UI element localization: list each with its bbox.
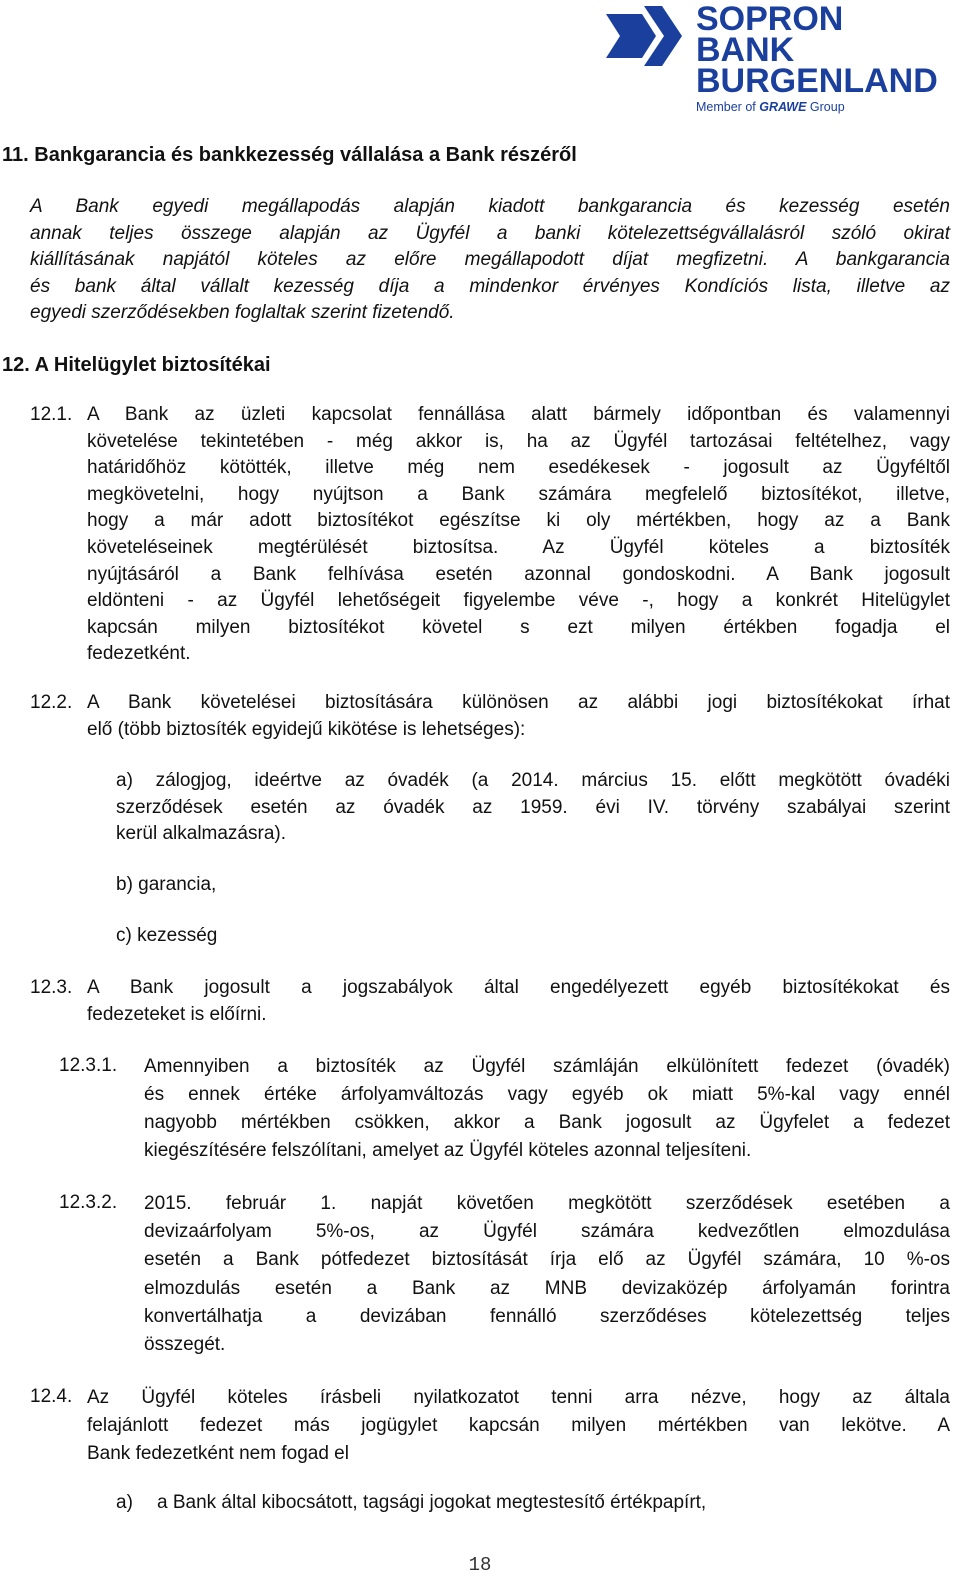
paragraph-12-4	[87, 1384, 950, 1468]
list-item-line: szerződések esetén az óvadék az 1959. évi IV. törvény szabályai szerint	[116, 796, 950, 818]
paragraph-line: összegét.	[144, 1334, 226, 1356]
paragraph-12-1	[87, 402, 950, 668]
paragraph-line: A Bank követelései biztosítására különösen az alábbi jogi biztosítékokat írhat	[87, 692, 950, 713]
section-11-heading: 11. Bankgarancia és bankkezesség vállalása a Bank részéről	[2, 144, 577, 166]
section-11-line: egyedi szerződésekben foglaltak szerint fizetendő.	[30, 302, 455, 324]
logo-line-3: BURGENLAND	[696, 62, 938, 100]
logo-tagline-prefix: Member of	[696, 100, 760, 114]
paragraph-line: Amennyiben a biztosíték az Ügyfél számláján elkülönített fedezet (óvadék)	[144, 1056, 950, 1077]
paragraph-12-3-1	[144, 1053, 950, 1165]
paragraph-line: és ennek értéke árfolyamváltozás vagy egyéb ok miatt 5%-kal vagy ennél	[144, 1084, 950, 1105]
paragraph-line: fedezetként.	[87, 643, 191, 665]
logo-line-1: SOPRON	[696, 0, 844, 38]
paragraph-line: Bank fedezetként nem fogad el	[87, 1443, 349, 1464]
list-item-c: c) kezesség	[116, 925, 218, 946]
bank-logo	[598, 2, 940, 116]
paragraph-number: 12.3.1.	[59, 1055, 118, 1076]
paragraph-line: Az Ügyfél köteles írásbeli nyilatkozatot tenni arra nézve, hogy az általa	[87, 1387, 950, 1408]
paragraph-line: eldönteni - az Ügyfél lehetőségeit figyelembe véve -, hogy a konkrét Hitelügylet	[87, 590, 950, 612]
list-item-a	[116, 768, 950, 848]
paragraph-line: A Bank az üzleti kapcsolat fennállása alatt bármely időpontban és valamennyi	[87, 404, 950, 425]
paragraph-line: devizaárfolyam 5%-os, az Ügyfél számára kedvezőtlen elmozdulása	[144, 1221, 950, 1243]
paragraph-line: követelése tekintetében - még akkor is, ha az Ügyfél tartozásai feltételhez, vagy	[87, 430, 950, 452]
paragraph-number: 12.3.2.	[59, 1192, 118, 1213]
paragraph-line: megkövetelni, hogy nyújtson a Bank számára megfelelő biztosítékot, illetve,	[87, 483, 950, 505]
paragraph-line: elmozdulás esetén a Bank az MNB devizaközép árfolyamán forintra	[144, 1277, 950, 1299]
section-11-line: és bank által vállalt kezesség díja a mindenkor érvényes Kondíciós lista, illetve az	[30, 275, 950, 297]
logo-line-2: BANK	[696, 31, 795, 69]
paragraph-line: esetén a Bank pótfedezet biztosítását írja elő az Ügyfél számára, 10 %-os	[144, 1249, 950, 1271]
paragraph-12-3-2	[144, 1190, 950, 1359]
paragraph-line: elő (több biztosíték egyidejű kikötése is lehetséges):	[87, 718, 526, 740]
list-item-label: a)	[116, 1492, 133, 1513]
paragraph-12-3	[87, 975, 950, 1028]
paragraph-line: nagyobb mértékben csökken, akkor a Bank jogosult az Ügyfelet a fedezet	[144, 1112, 950, 1133]
paragraph-number: 12.1.	[30, 404, 73, 425]
logo-tagline-suffix: Group	[806, 100, 845, 114]
logo-tagline	[696, 100, 845, 114]
paragraph-number: 12.3.	[30, 977, 73, 998]
logo-mark-icon	[598, 4, 690, 68]
paragraph-line: hogy a már adott biztosítékot egészítse ki oly mértékben, hogy az a Bank	[87, 510, 950, 532]
paragraph-line: fedezeteket is előírni.	[87, 1003, 267, 1025]
logo-tagline-brand: GRAWE	[759, 100, 807, 114]
list-item-line: a) zálogjog, ideértve az óvadék (a 2014. március 15. előtt megkötött óvadéki	[116, 770, 950, 791]
paragraph-line: 2015. február 1. napját követően megkötött szerződések esetében a	[144, 1193, 950, 1214]
paragraph-number: 12.2.	[30, 692, 73, 713]
paragraph-line: követeléseinek megtérülését biztosítsa. Az Ügyfél köteles a biztosíték	[87, 536, 950, 558]
paragraph-line: határidőhöz kötötték, illetve még nem esedékesek - jogosult az Ügyféltől	[87, 457, 950, 479]
paragraph-line: felajánlott fedezet más jogügylet kapcsán milyen mértékben van lekötve. A	[87, 1415, 950, 1436]
paragraph-line: kapcsán milyen biztosítékot követel s ezt milyen értékben fogadja el	[87, 616, 950, 638]
paragraph-line: nyújtásáról a Bank felhívása esetén azonnal gondoskodni. A Bank jogosult	[87, 563, 950, 585]
list-item-line: kerül alkalmazásra).	[116, 823, 286, 845]
section-11-body	[30, 194, 950, 327]
paragraph-line: konvertálhatja a devizában fennálló szerződéses kötelezettség teljes	[144, 1305, 950, 1327]
list-item-b: b) garancia,	[116, 874, 217, 895]
section-11-line: A Bank egyedi megállapodás alapján kiadott bankgarancia és kezesség esetén	[30, 196, 950, 217]
section-11-line: annak teljes összege alapján az Ügyfél a banki kötelezettségvállalásról szóló okirat	[30, 222, 950, 244]
paragraph-12-2	[87, 690, 950, 743]
section-12-heading: 12. A Hitelügylet biztosítékai	[2, 354, 271, 376]
list-item-a-text: a Bank által kibocsátott, tagsági jogokat megtestesítő értékpapírt,	[157, 1492, 707, 1513]
paragraph-number: 12.4.	[30, 1386, 73, 1407]
page-number: 18	[468, 1554, 492, 1576]
section-11-line: kiállításának napjától köteles az előre megállapodott díjat megfizetni. A bankgarancia	[30, 249, 950, 271]
paragraph-line: A Bank jogosult a jogszabályok által engedélyezett egyéb biztosítékokat és	[87, 977, 950, 998]
paragraph-line: kiegészítésére felszólítani, amelyet az Ügyfél köteles azonnal teljesíteni.	[144, 1140, 752, 1161]
